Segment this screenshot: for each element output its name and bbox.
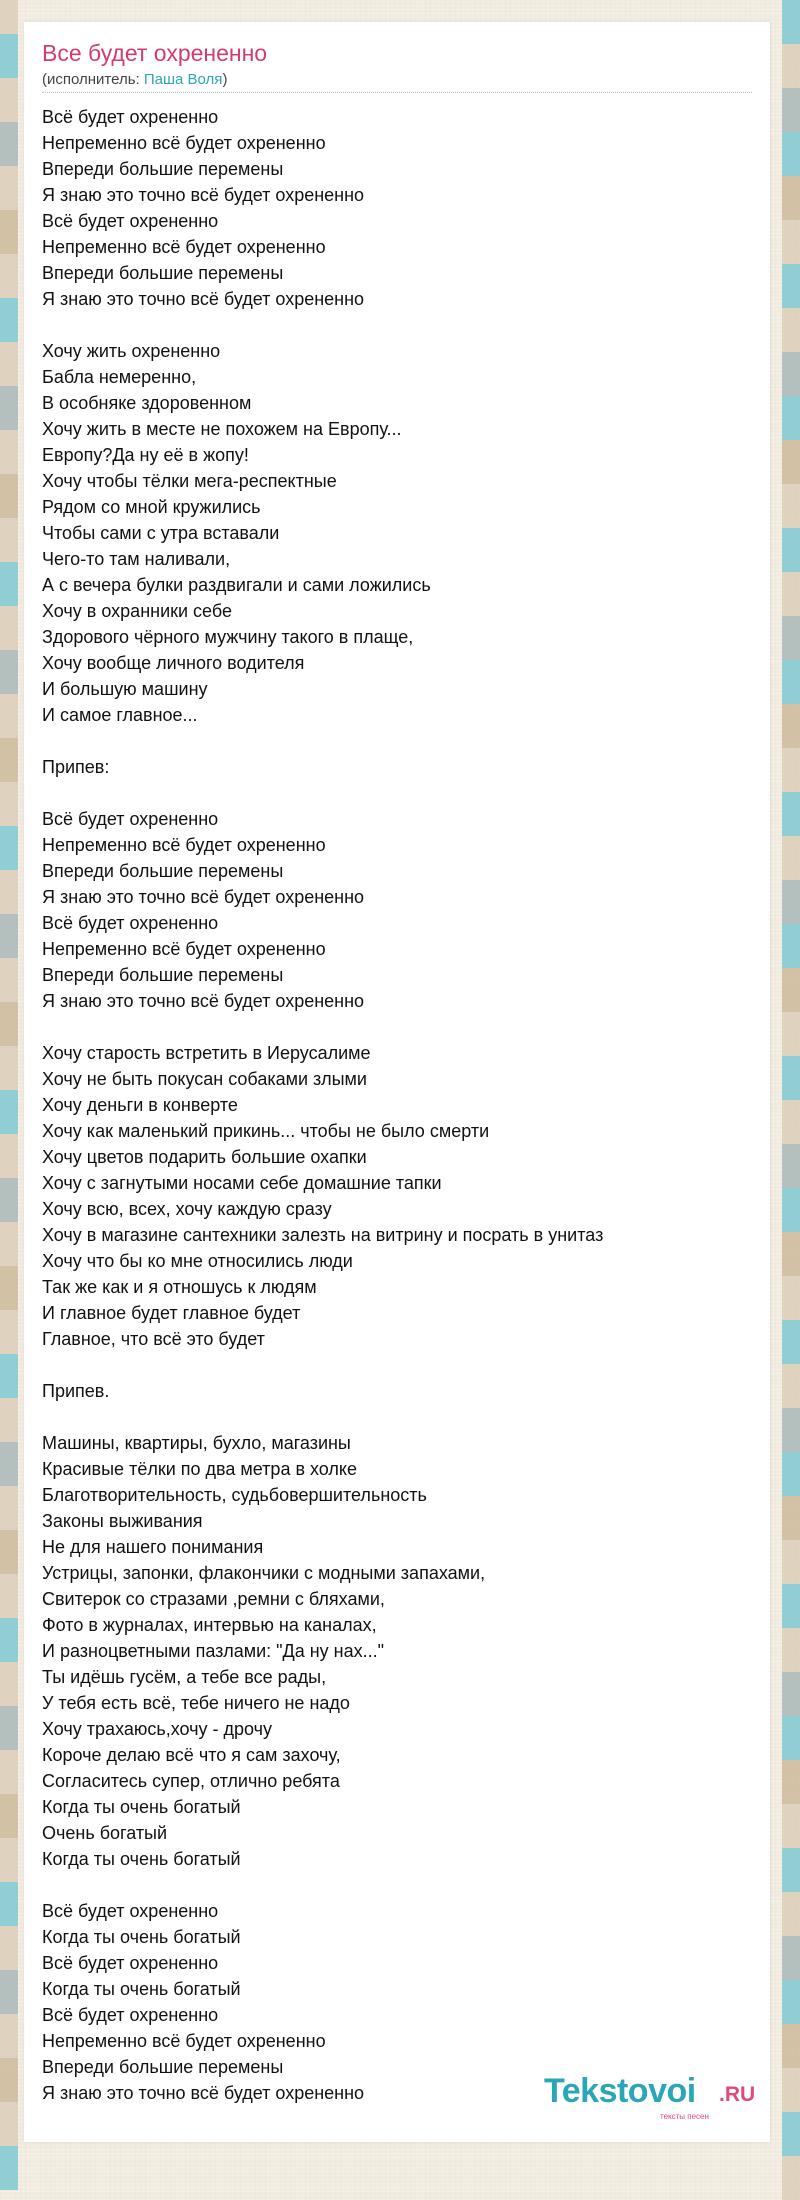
decorative-stripe xyxy=(782,1716,800,1760)
decorative-stripe xyxy=(0,1794,18,1838)
lyric-line: Всё будет охрененно xyxy=(42,2005,219,2025)
decorative-stripe xyxy=(782,2112,800,2156)
lyric-line: Когда ты очень богатый xyxy=(42,1797,241,1817)
decorative-stripe xyxy=(782,1892,800,1936)
lyric-line: Хочу чтобы тёлки мега-респектные xyxy=(42,471,337,491)
decorative-stripe xyxy=(782,352,800,396)
decorative-stripe xyxy=(0,386,18,430)
decorative-stripe xyxy=(0,78,18,122)
decorative-stripe xyxy=(782,1496,800,1540)
lyric-line: Когда ты очень богатый xyxy=(42,1979,241,1999)
decorative-stripe xyxy=(782,1804,800,1848)
lyric-line: Чего-то там наливали, xyxy=(42,549,231,569)
lyric-line: Благотворительность, судьбовершительность xyxy=(42,1485,427,1505)
performer-suffix: ) xyxy=(222,71,228,88)
decorative-stripe xyxy=(0,430,18,474)
lyric-line: И самое главное... xyxy=(42,705,198,725)
lyric-line: Красивые тёлки по два метра в холке xyxy=(42,1459,358,1479)
decorative-stripe xyxy=(782,396,800,440)
lyric-line: Я знаю это точно всё будет охрененно xyxy=(42,2083,365,2103)
decorative-stripe xyxy=(782,1760,800,1804)
decorative-stripe xyxy=(0,474,18,518)
decorative-stripe xyxy=(0,1090,18,1134)
decorative-stripe xyxy=(0,1002,18,1046)
lyric-line: Рядом со мной кружились xyxy=(42,497,261,517)
decorative-stripe xyxy=(782,484,800,528)
lyric-blank-line xyxy=(42,312,752,338)
lyric-line: Хочу вообще личного водителя xyxy=(42,653,305,673)
decorative-stripe xyxy=(0,1882,18,1926)
decorative-stripe xyxy=(782,1408,800,1452)
lyric-line: Всё будет охрененно xyxy=(42,211,219,231)
performer-link[interactable]: Паша Воля xyxy=(143,71,223,88)
decorative-stripe xyxy=(0,606,18,650)
decorative-stripe xyxy=(0,1706,18,1750)
lyric-line: Фото в журналах, интервью на каналах, xyxy=(42,1615,377,1635)
decorative-stripe xyxy=(782,1056,800,1100)
decorative-stripe xyxy=(782,0,800,44)
decorative-stripe xyxy=(782,2024,800,2068)
decorative-stripe xyxy=(0,34,18,78)
decorative-stripe xyxy=(782,264,800,308)
lyric-line: Хочу жить в месте не похожем на Европу... xyxy=(42,419,402,439)
decorative-stripe xyxy=(782,572,800,616)
decorative-stripe xyxy=(782,880,800,924)
lyric-line: Хочу в магазине сантехники залезть на витрину и посрать в унитаз xyxy=(42,1225,604,1245)
lyric-line: Непременно всё будет охрененно xyxy=(42,939,326,959)
decorative-stripe xyxy=(0,1838,18,1882)
lyric-line: Хочу с загнутыми носами себе домашние тапки xyxy=(42,1173,442,1193)
decorative-stripe xyxy=(782,44,800,88)
logo-tagline: тексты песен xyxy=(660,2112,709,2121)
decorative-stripe xyxy=(0,210,18,254)
decorative-stripe xyxy=(782,220,800,264)
logo-wordmark: Tekstovoi xyxy=(544,2072,696,2110)
lyric-line: Я знаю это точно всё будет охрененно xyxy=(42,991,365,1011)
decorative-stripe xyxy=(0,738,18,782)
decorative-stripe xyxy=(0,1618,18,1662)
decorative-stripe xyxy=(0,1926,18,1970)
lyric-line: Я знаю это точно всё будет охрененно xyxy=(42,185,365,205)
title-divider xyxy=(42,92,752,93)
left-decorative-stripes xyxy=(0,0,18,2158)
decorative-stripe xyxy=(0,518,18,562)
decorative-stripe xyxy=(782,1232,800,1276)
lyric-line: Европу?Да ну её в жопу! xyxy=(42,445,249,465)
lyric-line: Непременно всё будет охрененно xyxy=(42,133,326,153)
decorative-stripe xyxy=(782,1848,800,1892)
decorative-stripe xyxy=(782,88,800,132)
decorative-stripe xyxy=(782,836,800,880)
lyric-line: Свитерок со стразами ,ремни с бляхами, xyxy=(42,1589,385,1609)
lyric-line: У тебя есть всё, тебе ничего не надо xyxy=(42,1693,350,1713)
song-title: Все будет охрененно xyxy=(42,40,268,66)
decorative-stripe xyxy=(0,2014,18,2058)
decorative-stripe xyxy=(782,704,800,748)
decorative-stripe xyxy=(0,958,18,1002)
decorative-stripe xyxy=(782,660,800,704)
lyric-blank-line xyxy=(42,780,752,806)
lyric-line: Короче делаю всё что я сам захочу, xyxy=(42,1745,341,1765)
lyric-line: Не для нашего понимания xyxy=(42,1537,264,1557)
decorative-stripe xyxy=(0,1486,18,1530)
lyrics-text xyxy=(42,104,752,2106)
decorative-stripe xyxy=(782,132,800,176)
lyric-line: И главное будет главное будет xyxy=(42,1303,301,1323)
decorative-stripe xyxy=(782,2068,800,2112)
lyric-line: Хочу трахаюсь,хочу - дрочу xyxy=(42,1719,273,1739)
lyric-line: Впереди большие перемены xyxy=(42,263,284,283)
lyric-line: Здорового чёрного мужчину такого в плаще, xyxy=(42,627,414,647)
lyric-line: Когда ты очень богатый xyxy=(42,1849,241,1869)
decorative-stripe xyxy=(782,1936,800,1980)
decorative-stripe xyxy=(0,1398,18,1442)
decorative-stripe xyxy=(782,1540,800,1584)
lyric-line: Хочу жить охрененно xyxy=(42,341,221,361)
lyric-line: Так же как и я отношусь к людям xyxy=(42,1277,317,1297)
decorative-stripe xyxy=(782,1584,800,1628)
lyric-line: Впереди большие перемены xyxy=(42,861,284,881)
lyric-line: И разноцветными пазлами: "Да ну нах..." xyxy=(42,1641,385,1661)
lyric-line: Непременно всё будет охрененно xyxy=(42,835,326,855)
decorative-stripe xyxy=(782,1628,800,1672)
lyric-blank-line xyxy=(42,728,752,754)
decorative-stripe xyxy=(782,792,800,836)
decorative-stripe xyxy=(0,1574,18,1618)
lyric-line: Всё будет охрененно xyxy=(42,913,219,933)
decorative-stripe xyxy=(0,1046,18,1090)
decorative-stripe xyxy=(0,1310,18,1354)
decorative-stripe xyxy=(782,1364,800,1408)
decorative-stripe xyxy=(0,2058,18,2102)
lyric-line: Хочу как маленький прикинь... чтобы не было смерти xyxy=(42,1121,490,1141)
lyric-line: Припев: xyxy=(42,757,110,777)
decorative-stripe xyxy=(782,616,800,660)
decorative-stripe xyxy=(0,2146,18,2190)
decorative-stripe xyxy=(782,1452,800,1496)
decorative-stripe xyxy=(782,1980,800,2024)
decorative-stripe xyxy=(782,1672,800,1716)
lyric-line: Хочу деньги в конверте xyxy=(42,1095,238,1115)
lyric-line: Впереди большие перемены xyxy=(42,2057,284,2077)
decorative-stripe xyxy=(0,650,18,694)
decorative-stripe xyxy=(0,1134,18,1178)
lyric-blank-line xyxy=(42,1352,752,1378)
lyric-line: Я знаю это точно всё будет охрененно xyxy=(42,289,365,309)
lyric-line: Непременно всё будет охрененно xyxy=(42,237,326,257)
lyric-line: Впереди большие перемены xyxy=(42,159,284,179)
lyric-line: Устрицы, запонки, флакончики с модными запахами, xyxy=(42,1563,486,1583)
decorative-stripe xyxy=(0,0,18,34)
decorative-stripe xyxy=(0,254,18,298)
performer-prefix: (исполнитель: xyxy=(42,71,144,88)
lyric-line: Законы выживания xyxy=(42,1511,203,1531)
lyric-line: Всё будет охрененно xyxy=(42,809,219,829)
lyric-blank-line xyxy=(42,1872,752,1898)
decorative-stripe xyxy=(0,1970,18,2014)
decorative-stripe xyxy=(0,122,18,166)
lyric-line: Я знаю это точно всё будет охрененно xyxy=(42,887,365,907)
decorative-stripe xyxy=(782,528,800,572)
lyric-blank-line xyxy=(42,1014,752,1040)
lyric-line: Всё будет охрененно xyxy=(42,107,219,127)
decorative-stripe xyxy=(0,826,18,870)
lyric-line: Согласитесь супер, отлично ребята xyxy=(42,1771,340,1791)
decorative-stripe xyxy=(782,2156,800,2200)
decorative-stripe xyxy=(0,1222,18,1266)
lyric-line: Бабла немеренно, xyxy=(42,367,197,387)
decorative-stripe xyxy=(782,968,800,1012)
decorative-stripe xyxy=(782,924,800,968)
decorative-stripe xyxy=(0,1750,18,1794)
lyric-line: Непременно всё будет охрененно xyxy=(42,2031,326,2051)
decorative-stripe xyxy=(782,1100,800,1144)
lyric-line: Ты идёшь гусём, а тебе все рады, xyxy=(42,1667,327,1687)
decorative-stripe xyxy=(782,1276,800,1320)
decorative-stripe xyxy=(782,308,800,352)
decorative-stripe xyxy=(782,1320,800,1364)
decorative-stripe xyxy=(782,176,800,220)
lyric-line: Очень богатый xyxy=(42,1823,168,1843)
decorative-stripe xyxy=(0,298,18,342)
decorative-stripe xyxy=(0,1178,18,1222)
decorative-stripe xyxy=(0,870,18,914)
decorative-stripe xyxy=(782,440,800,484)
decorative-stripe xyxy=(782,1012,800,1056)
lyric-line: Хочу не быть покусан собаками злыми xyxy=(42,1069,367,1089)
decorative-stripe xyxy=(782,1144,800,1188)
lyric-line: Хочу всю, всех, хочу каждую сразу xyxy=(42,1199,332,1219)
lyric-line: И большую машину xyxy=(42,679,208,699)
lyric-line: Всё будет охрененно xyxy=(42,1953,219,1973)
lyric-line: Машины, квартиры, бухло, магазины xyxy=(42,1433,351,1453)
decorative-stripe xyxy=(0,562,18,606)
lyric-line: Впереди большие перемены xyxy=(42,965,284,985)
lyric-line: Когда ты очень богатый xyxy=(42,1927,241,1947)
logo-domain: .RU xyxy=(719,2083,756,2106)
lyric-line: А с вечера булки раздвигали и сами ложились xyxy=(42,575,431,595)
decorative-stripe xyxy=(0,1354,18,1398)
decorative-stripe xyxy=(0,782,18,826)
site-logo[interactable] xyxy=(544,2072,774,2122)
lyric-line: Хочу цветов подарить большие охапки xyxy=(42,1147,367,1167)
right-decorative-stripes xyxy=(782,0,800,2158)
lyric-line: В особняке здоровенном xyxy=(42,393,252,413)
decorative-stripe xyxy=(0,1662,18,1706)
lyric-line: Всё будет охрененно xyxy=(42,1901,219,1921)
decorative-stripe xyxy=(0,2102,18,2146)
performer-line xyxy=(42,71,227,88)
lyric-line: Чтобы сами с утра вставали xyxy=(42,523,280,543)
decorative-stripe xyxy=(782,748,800,792)
lyric-line: Хочу что бы ко мне относились люди xyxy=(42,1251,353,1271)
lyric-line: Хочу в охранники себе xyxy=(42,601,232,621)
lyric-blank-line xyxy=(42,1404,752,1430)
decorative-stripe xyxy=(782,1188,800,1232)
lyric-line: Главное, что всё это будет xyxy=(42,1329,265,1349)
decorative-stripe xyxy=(0,914,18,958)
decorative-stripe xyxy=(0,694,18,738)
lyrics-card xyxy=(24,22,770,2142)
decorative-stripe xyxy=(0,166,18,210)
decorative-stripe xyxy=(0,1442,18,1486)
decorative-stripe xyxy=(0,1530,18,1574)
decorative-stripe xyxy=(0,1266,18,1310)
decorative-stripe xyxy=(0,342,18,386)
lyric-line: Хочу старость встретить в Иерусалиме xyxy=(42,1043,371,1063)
lyric-line: Припев. xyxy=(42,1381,110,1401)
